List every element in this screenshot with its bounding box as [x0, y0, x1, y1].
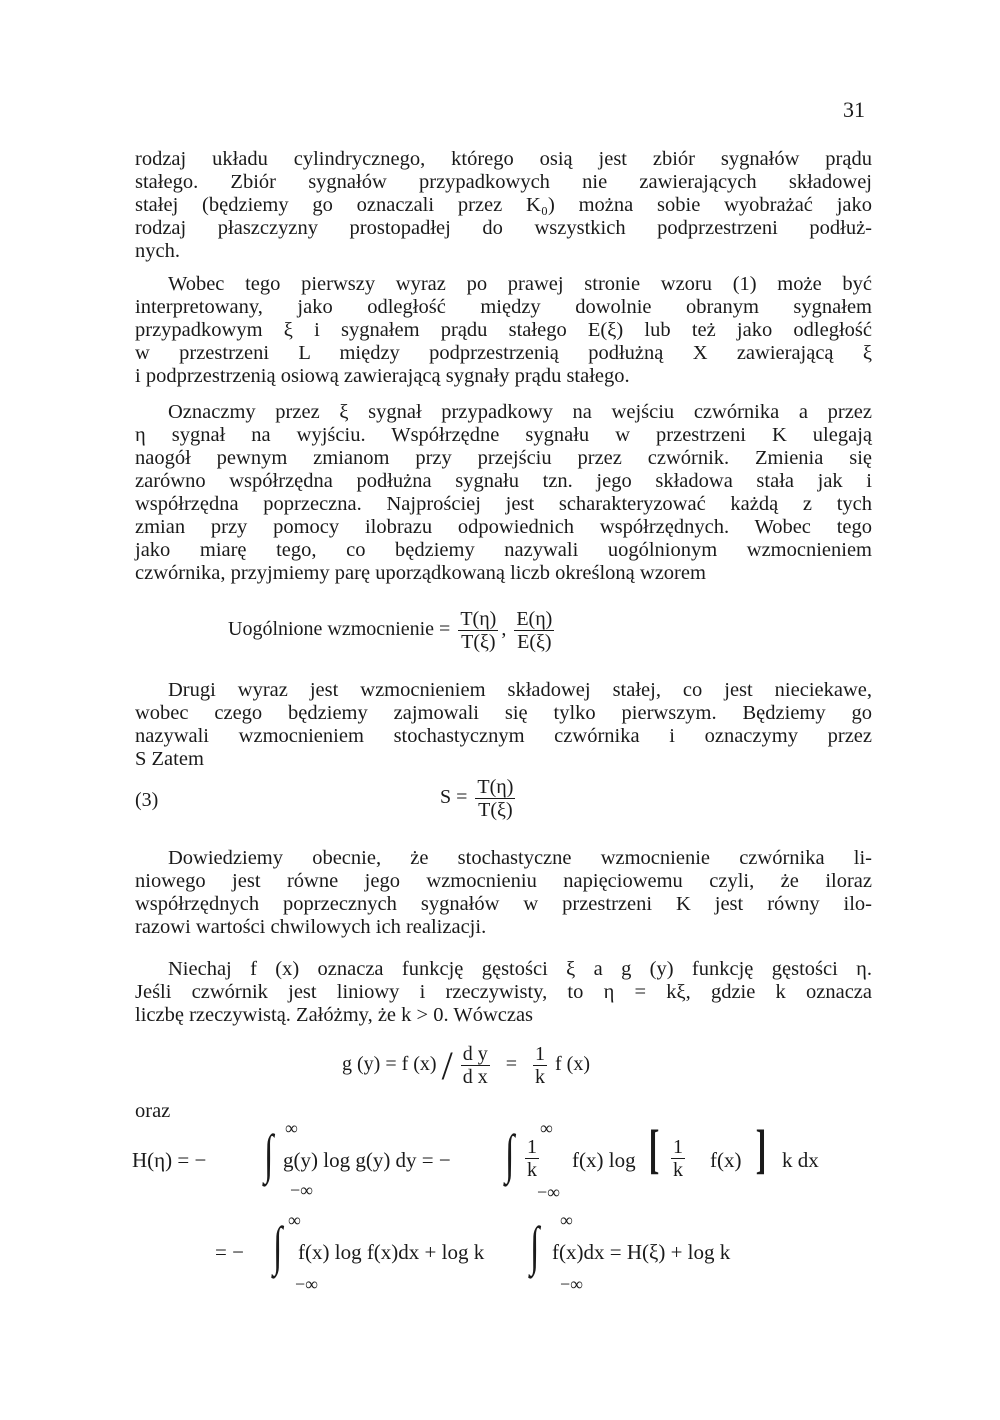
fraction — [461, 1043, 490, 1088]
fraction — [514, 608, 554, 653]
page-number: 31 — [843, 97, 865, 122]
integral-sign: ∫ — [273, 1217, 283, 1277]
text-line: Jeśli czwórnik jest liniowy i rzeczywisty, to η = kξ, gdzie k oznacza — [135, 981, 872, 1003]
equation-number: (3) — [135, 789, 159, 811]
equation-3 — [440, 776, 518, 821]
text-line: razowi wartości chwilowych ich realizacji. — [135, 916, 487, 938]
comma: , — [501, 618, 507, 641]
integral-lower-limit: −∞ — [537, 1182, 560, 1202]
denominator: T(ξ) — [478, 799, 513, 821]
fraction — [668, 1136, 688, 1181]
text-line: Wobec tego pierwszy wyraz po prawej stronie wzoru (1) może być — [168, 273, 872, 295]
text-line: Dowiedziemy obecnie, że stochastyczne wzmocnienie czwórnika li- — [168, 847, 872, 869]
integrand: f(x)dx = H(ξ) + log k — [552, 1240, 731, 1264]
equation-lhs: H(η) = − — [132, 1148, 207, 1172]
integral-sign: ∫ — [505, 1125, 515, 1185]
integrand: f(x) log f(x)dx + log k — [298, 1240, 485, 1264]
fraction — [458, 608, 498, 653]
integral-sign: ∫ — [264, 1125, 274, 1185]
bracket-content: f(x) — [710, 1148, 742, 1172]
fraction — [533, 1043, 547, 1088]
equation-density — [342, 1042, 590, 1089]
denominator: E(ξ) — [517, 631, 552, 653]
equals-sign: = — [505, 1053, 517, 1076]
equation-generalized-gain — [228, 608, 557, 653]
text-line: zarówno współrzędna podłużna sygnału tzn. jego składowa stała jak i — [135, 470, 872, 492]
text-line: współrzędna poprzeczna. Najprościej jest scharakteryzować każdą z tych — [135, 493, 872, 515]
denominator: k — [673, 1159, 683, 1181]
integral-lower-limit: −∞ — [290, 1180, 313, 1200]
equation-lhs: Uogólnione wzmocnienie = — [228, 618, 451, 641]
text-line: wobec czego będziemy zajmowali się tylko pierwszym. Będziemy go — [135, 702, 872, 724]
text-line: stałego. Zbiór sygnałów przypadkowych nie zawierających składowej — [135, 171, 872, 193]
text-line: jako miarę tego, co będziemy nazywali uogólnionym wzmocnieniem — [135, 539, 872, 561]
denominator: d x — [462, 1066, 488, 1088]
equation-lhs: = − — [215, 1240, 244, 1264]
text-line: i podprzestrzenią osiową zawierającą sygnały prądu stałego. — [135, 365, 630, 387]
text-line: nych. — [135, 240, 180, 262]
integral-upper-limit: ∞ — [560, 1210, 573, 1230]
numerator: 1 — [535, 1043, 545, 1065]
denominator: T(ξ) — [461, 631, 496, 653]
text-line: interpretowany, jako odległość między dowolnie obranym sygnałem — [135, 296, 872, 318]
text-line: zmian przy pomocy ilobrazu odpowiednich współrzędnych. Wobec tego — [135, 516, 872, 538]
text-line: oraz — [135, 1100, 171, 1122]
text-line: Niechaj f (x) oznacza funkcję gęstości ξ a g (y) funkcję gęstości η. — [168, 958, 872, 980]
text-line: w przestrzeni L między podprzestrzenią podłużną X zawierającą ξ — [135, 342, 872, 364]
text-line: współrzędnych poprzecznych sygnałów w przestrzeni K jest równy ilo- — [135, 893, 872, 915]
text-line: liczbę rzeczywistą. Załóżmy, że k > 0. Wówczas — [135, 1004, 534, 1026]
numerator: T(η) — [477, 776, 514, 798]
numerator: T(η) — [460, 608, 497, 630]
equation-lhs: S = — [440, 786, 468, 809]
right-bracket: ] — [755, 1119, 767, 1179]
text-line: S Zatem — [135, 748, 204, 770]
text-line: nazywali wzmocnieniem stochastycznym czwórnika i oznaczymy przez — [135, 725, 872, 747]
text-line: rodzaj płaszczyzny prostopadłej do wszystkich podprzestrzeni podłuż- — [135, 217, 872, 239]
text-line: η sygnał na wyjściu. Współrzędne sygnału w przestrzeni K ulegają — [135, 424, 872, 446]
numerator: E(η) — [516, 608, 553, 630]
numerator: d y — [462, 1043, 488, 1065]
integral-lower-limit: −∞ — [560, 1274, 583, 1294]
numerator: 1 — [527, 1136, 537, 1158]
left-bracket: [ — [648, 1119, 660, 1179]
fraction — [522, 1136, 542, 1181]
text-line: naogół pewnym zmianom przy przejściu przez czwórnik. Zmienia się — [135, 447, 872, 469]
integral-upper-limit: ∞ — [540, 1118, 553, 1138]
text-line: Oznaczmy przez ξ sygnał przypadkowy na wejściu czwórnika a przez — [168, 401, 872, 423]
integral-sign: ∫ — [530, 1217, 540, 1277]
integrand: f(x) log — [572, 1148, 636, 1172]
numerator: 1 — [673, 1136, 683, 1158]
integral-upper-limit: ∞ — [288, 1210, 301, 1230]
text-line: niowego jest równe jego wzmocnieniu napięciowemu czyli, że iloraz — [135, 870, 872, 892]
integral-lower-limit: −∞ — [295, 1274, 318, 1294]
text-line: stałej (będziemy go oznaczali przez K₀) można sobie wyobrażać jako — [135, 194, 872, 216]
denominator: k — [535, 1066, 545, 1088]
text-line: rodzaj układu cylindrycznego, którego osią jest zbiór sygnałów prądu — [135, 148, 872, 170]
fraction — [475, 776, 515, 821]
text-line: przypadkowym ξ i sygnałem prądu stałego E(ξ) lub też jako odległość — [135, 319, 872, 341]
equation-tail: k dx — [782, 1148, 819, 1172]
integral-upper-limit: ∞ — [285, 1118, 298, 1138]
text-line: Drugi wyraz jest wzmocnieniem składowej stałej, co jest nieciekawe, — [168, 679, 872, 701]
equation-lhs: g (y) = f (x) — [342, 1053, 437, 1076]
text-line: czwórnika, przyjmiemy parę uporządkowaną liczb określoną wzorem — [135, 562, 706, 584]
equation-rhs: f (x) — [555, 1053, 590, 1076]
denominator: k — [527, 1159, 537, 1181]
integrand: g(y) log g(y) dy = − — [283, 1148, 451, 1172]
division-slash: / — [441, 1043, 453, 1088]
